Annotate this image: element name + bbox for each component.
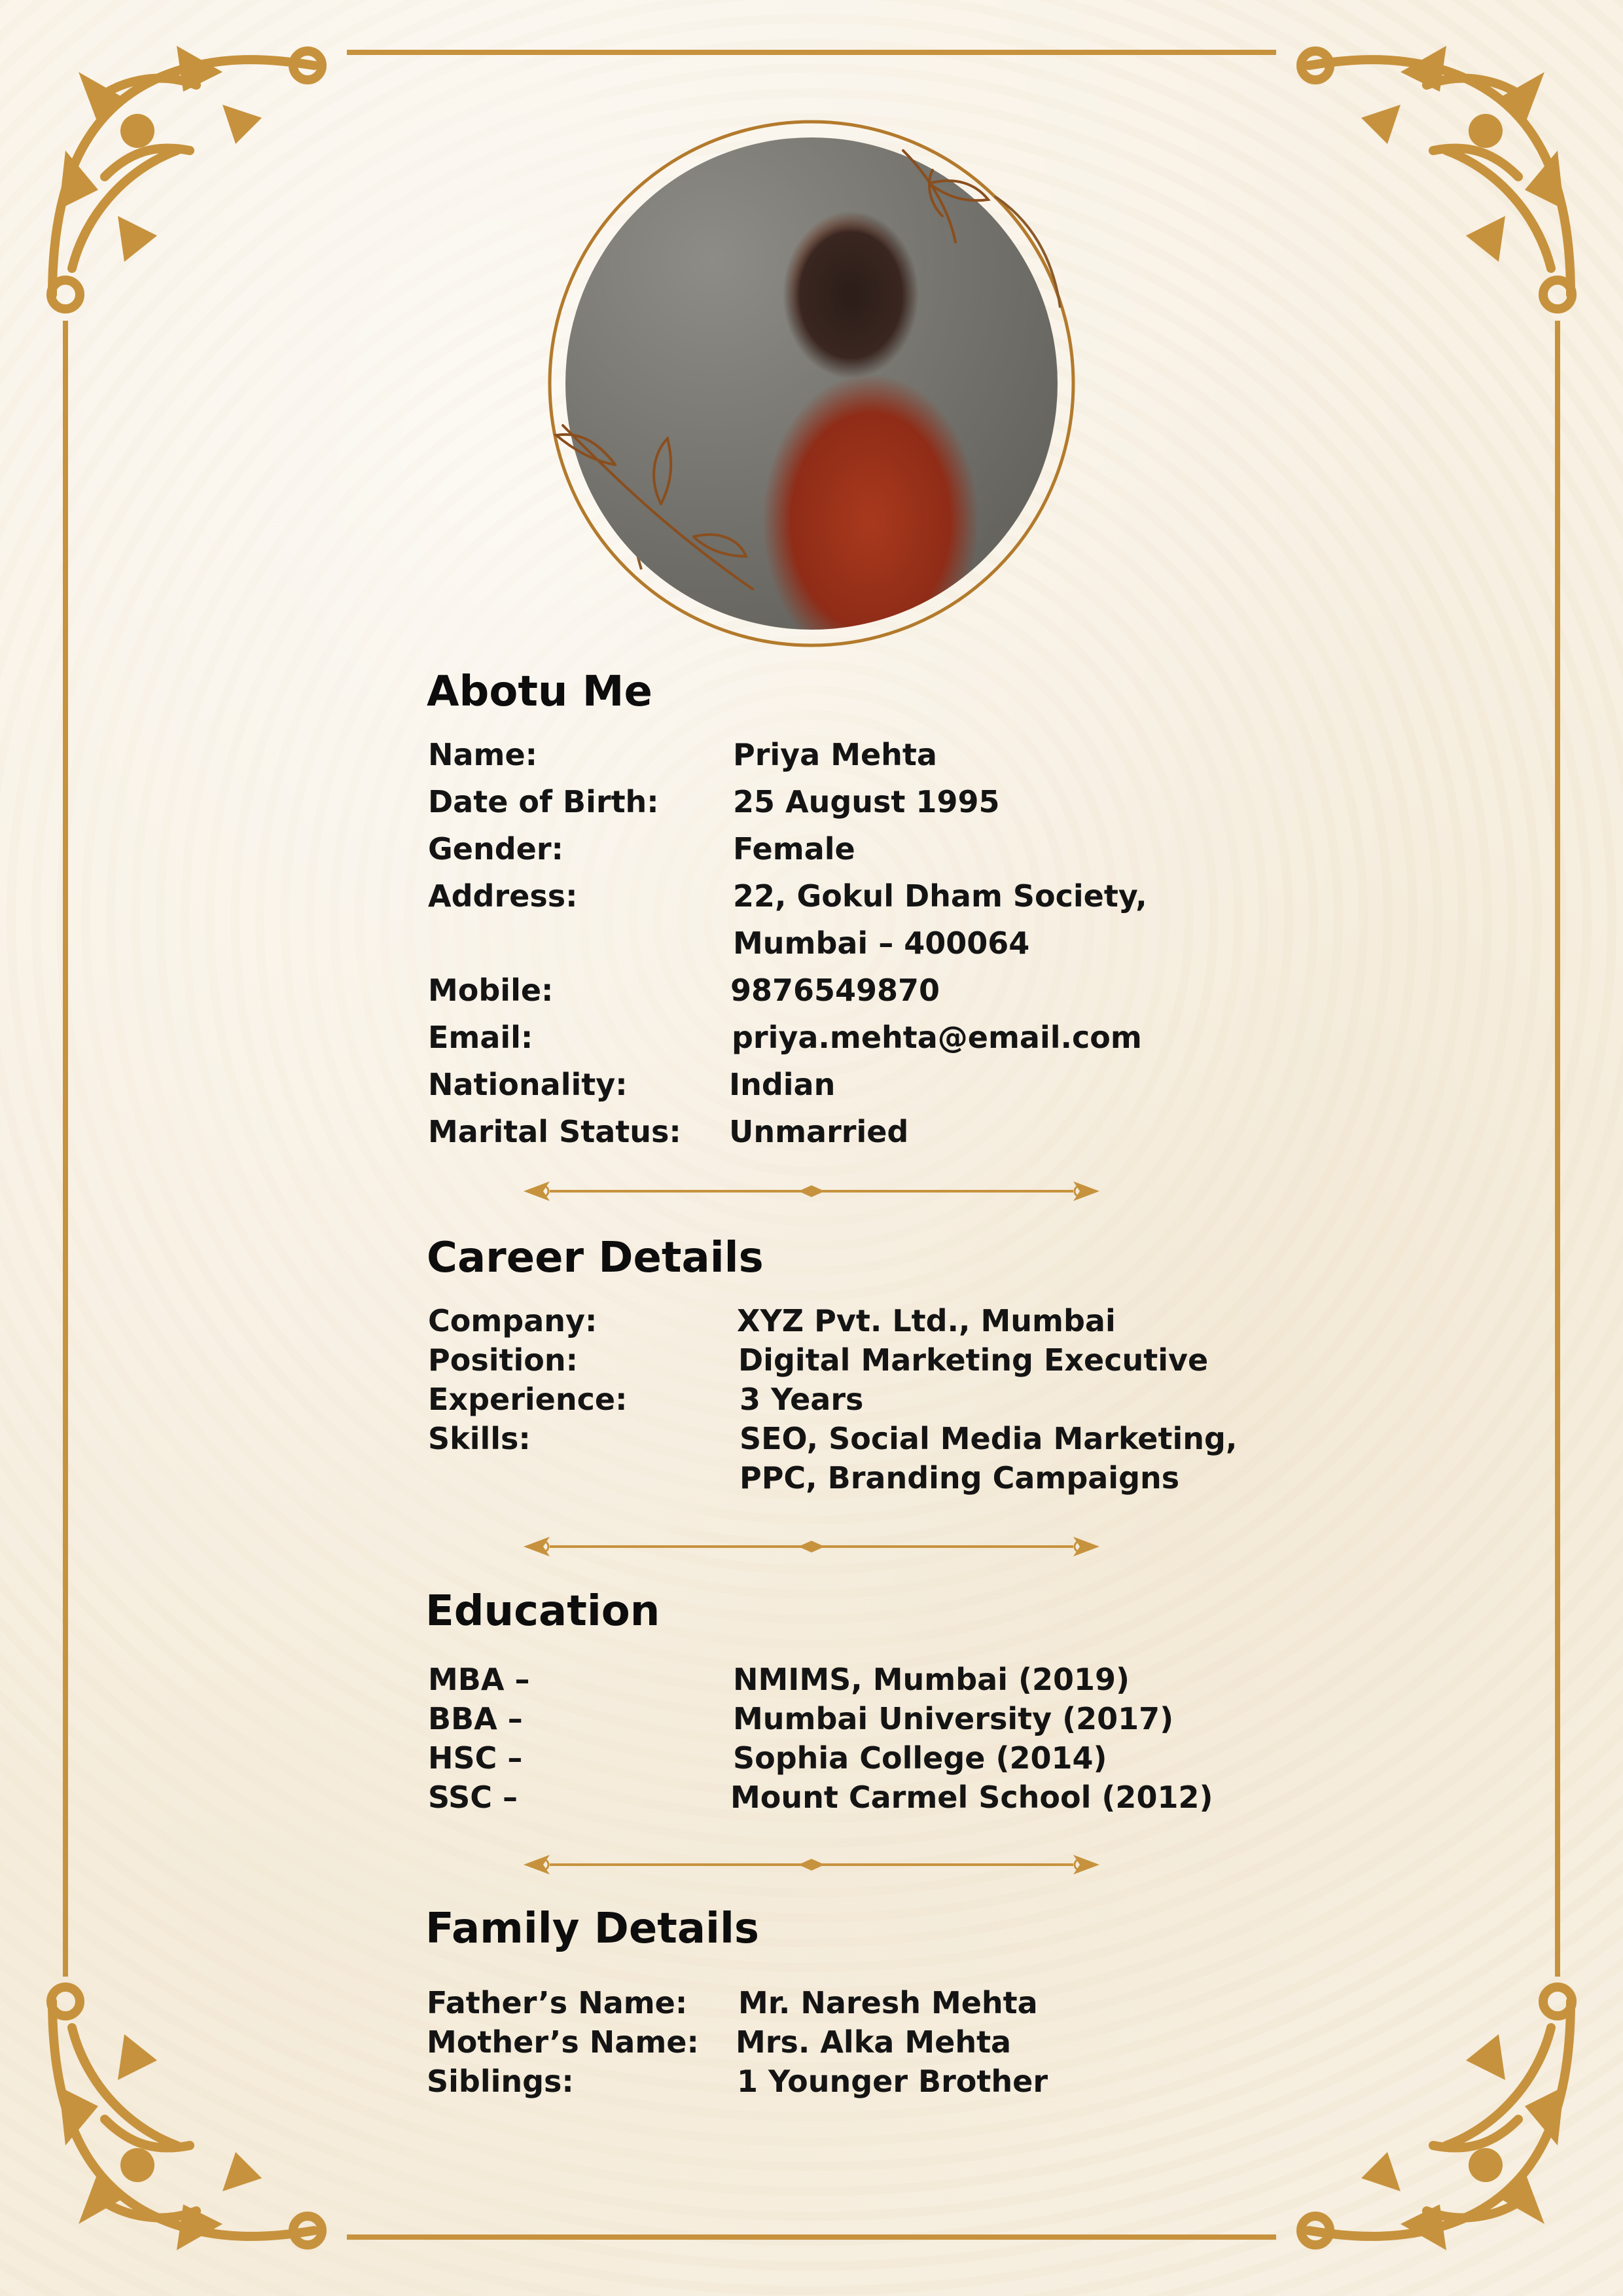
ornamental-divider-icon [517, 1530, 1106, 1563]
about-label-dob: Date of Birth: [428, 784, 659, 819]
ornamental-corner-icon [1296, 20, 1597, 321]
career-value-skills-line2: PPC, Branding Campaigns [740, 1460, 1180, 1496]
floral-branch-icon [537, 111, 1086, 661]
about-label-address: Address: [428, 878, 578, 914]
career-label-experience: Experience: [428, 1382, 628, 1417]
about-value-marital-status: Unmarried [729, 1114, 909, 1149]
career-value-skills-line1: SEO, Social Media Marketing, [740, 1421, 1238, 1456]
family-section-title: Family Details [425, 1905, 759, 1953]
education-value-ssc: Mount Carmel School (2012) [730, 1780, 1213, 1815]
about-value-nationality: Indian [729, 1067, 836, 1102]
education-label-mba: MBA – [428, 1662, 530, 1697]
about-label-mobile: Mobile: [428, 973, 554, 1008]
frame-left-line [63, 321, 68, 1977]
ornamental-corner-icon [1296, 1975, 1597, 2276]
about-value-name: Priya Mehta [733, 737, 937, 772]
about-section-title: Abotu Me [427, 668, 652, 716]
education-value-hsc: Sophia College (2014) [733, 1740, 1107, 1776]
profile-photo-frame [537, 111, 1086, 661]
family-label-siblings: Siblings: [427, 2064, 574, 2099]
career-label-skills: Skills: [428, 1421, 531, 1456]
career-value-position: Digital Marketing Executive [738, 1342, 1209, 1378]
family-value-siblings: 1 Younger Brother [737, 2064, 1048, 2099]
ornamental-divider-icon [517, 1175, 1106, 1208]
career-value-experience: 3 Years [740, 1382, 864, 1417]
family-value-mother: Mrs. Alka Mehta [736, 2024, 1012, 2060]
about-label-name: Name: [428, 737, 538, 772]
about-value-mobile: 9876549870 [730, 973, 940, 1008]
ornamental-corner-icon [26, 1975, 327, 2276]
ornamental-divider-icon [517, 1848, 1106, 1881]
frame-bottom-line [347, 2234, 1276, 2240]
about-value-dob: 25 August 1995 [733, 784, 1000, 819]
family-value-father: Mr. Naresh Mehta [738, 1985, 1038, 2020]
about-value-gender: Female [733, 831, 855, 867]
frame-top-line [347, 50, 1276, 55]
about-value-address-line2: Mumbai – 400064 [733, 925, 1030, 961]
education-label-ssc: SSC – [428, 1780, 518, 1815]
career-section-title: Career Details [427, 1234, 764, 1282]
education-label-hsc: HSC – [428, 1740, 523, 1776]
about-label-marital-status: Marital Status: [428, 1114, 681, 1149]
frame-right-line [1555, 321, 1560, 1977]
family-label-father: Father’s Name: [427, 1985, 688, 2020]
career-label-position: Position: [428, 1342, 578, 1378]
education-section-title: Education [425, 1587, 660, 1636]
about-label-email: Email: [428, 1020, 533, 1055]
education-value-bba: Mumbai University (2017) [733, 1701, 1174, 1736]
about-label-nationality: Nationality: [428, 1067, 628, 1102]
career-value-company: XYZ Pvt. Ltd., Mumbai [737, 1303, 1116, 1338]
education-label-bba: BBA – [428, 1701, 523, 1736]
about-value-address-line1: 22, Gokul Dham Society, [733, 878, 1147, 914]
career-label-company: Company: [428, 1303, 597, 1338]
about-label-gender: Gender: [428, 831, 563, 867]
family-label-mother: Mother’s Name: [427, 2024, 699, 2060]
ornamental-corner-icon [26, 20, 327, 321]
about-value-email: priya.mehta@email.com [732, 1020, 1142, 1055]
education-value-mba: NMIMS, Mumbai (2019) [733, 1662, 1130, 1697]
